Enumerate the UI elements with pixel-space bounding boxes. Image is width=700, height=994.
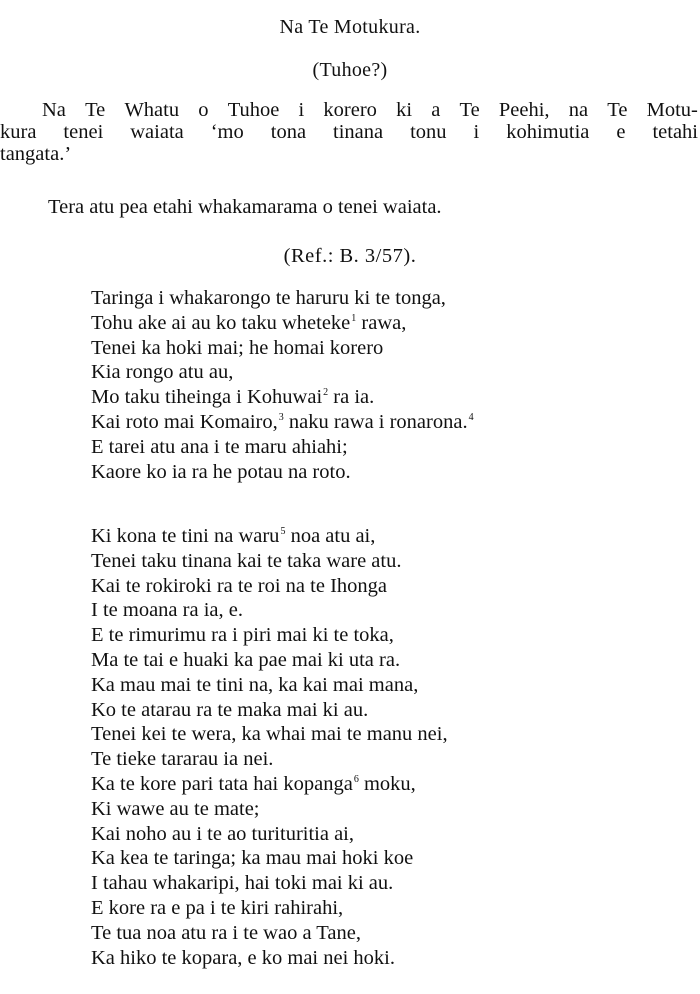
poem-line-text: Kaore ko ia ra he potau na roto. xyxy=(91,460,351,483)
footnote-marker: 6 xyxy=(353,773,359,785)
explanatory-note: Tera atu pea etahi whakamarama o tenei waiata. xyxy=(48,196,442,218)
poem-line xyxy=(91,648,448,673)
poem-line-text: Te tua noa atu ra i te wao a Tane, xyxy=(91,921,361,944)
reference: (Ref.: B. 3/57). xyxy=(283,245,417,267)
poem-line-text: Kai te rokiroki ra te roi na te Ihonga xyxy=(91,574,387,597)
poem-line-text: E tarei atu ana i te maru ahiahi; xyxy=(91,435,348,458)
intro-word: Whatu xyxy=(124,99,180,121)
intro-word: ‘mo xyxy=(210,121,244,143)
poem-line xyxy=(91,385,474,410)
poem-line-text: Te tieke tararau ia nei. xyxy=(91,748,274,771)
poem-line-text: Ki wawe au te mate; xyxy=(91,797,260,820)
poem-line-text: Ka mau mai te tini na, ka kai mai mana, xyxy=(91,673,419,696)
poem-line xyxy=(91,410,474,435)
poem-line-text: Tenei ka hoki mai; he homai korero xyxy=(91,336,384,359)
intro-line-2 xyxy=(0,121,698,143)
page-subtitle: (Tuhoe?) xyxy=(312,59,388,81)
poem-line-text: Ka te kore pari tata hai kopanga xyxy=(91,772,353,795)
intro-word: ki xyxy=(396,99,413,121)
intro-word: tona xyxy=(270,121,307,143)
intro-line-1 xyxy=(0,99,698,121)
poem-line-text: Tohu ake ai au ko taku wheteke xyxy=(91,311,351,334)
poem-line-text: I te moana ra ia, e. xyxy=(91,599,243,622)
poem-line xyxy=(91,311,474,336)
poem-line-text: Ka hiko te kopara, e ko mai nei hoki. xyxy=(91,946,395,969)
intro-word: tinana xyxy=(333,121,384,143)
intro-word: Tuhoe xyxy=(227,99,280,121)
poem-line xyxy=(91,336,474,361)
intro-word: waiata xyxy=(130,121,184,143)
intro-word: Peehi, xyxy=(498,99,550,121)
poem-line-tail: naku rawa i ronarona. xyxy=(283,410,468,433)
stanza-1 xyxy=(91,286,474,484)
intro-word: e xyxy=(616,121,626,143)
poem-line xyxy=(91,871,448,896)
intro-word: Te xyxy=(459,99,480,121)
poem-line-text: E te rimurimu ra i piri mai ki te toka, xyxy=(91,624,394,647)
poem-line-text: Mo taku tiheinga i Kohuwai xyxy=(91,386,323,409)
stanza-2 xyxy=(91,524,448,970)
intro-word: i xyxy=(473,121,480,143)
intro-word: i xyxy=(298,99,305,121)
poem-line-text: Ko te atarau ra te maka mai ki au. xyxy=(91,698,369,721)
footnote-marker: 5 xyxy=(280,526,286,537)
poem-line-tail: rawa, xyxy=(356,311,407,334)
poem-line-text: Kia rongo atu au, xyxy=(91,361,234,384)
poem-line-tail: moku, xyxy=(358,772,416,795)
intro-word: Te xyxy=(85,99,106,121)
poem-line xyxy=(91,946,448,971)
poem-line-text: Tenei taku tinana kai te taka ware atu. xyxy=(91,549,402,572)
poem-line xyxy=(91,435,474,460)
intro-word: kohimutia xyxy=(506,121,590,143)
poem-line-tail: noa atu ai, xyxy=(285,525,376,547)
poem-line xyxy=(91,574,448,599)
intro-word: o xyxy=(198,99,209,121)
poem-line xyxy=(91,846,448,871)
poem-line-text: E kore ra e pa i te kiri rahirahi, xyxy=(91,896,344,919)
poem-line-text: Tenei kei te wera, ka whai mai te manu nei, xyxy=(91,723,448,746)
poem-line-text: Taringa i whakarongo te haruru ki te tonga, xyxy=(91,287,446,309)
poem-line xyxy=(91,822,448,847)
poem-line-text: Kai roto mai Komairo, xyxy=(91,410,278,433)
intro-word: na xyxy=(568,99,589,121)
intro-word: tetahi xyxy=(652,121,698,143)
intro-paragraph xyxy=(0,99,698,165)
poem-line-text: Ka kea te taringa; ka mau mai hoki koe xyxy=(91,847,414,870)
poem-line xyxy=(91,698,448,723)
poem-line xyxy=(91,797,448,822)
poem-line xyxy=(91,673,448,698)
intro-word: Na xyxy=(42,99,66,121)
poem-line xyxy=(91,460,474,485)
intro-word: Te xyxy=(607,99,628,121)
poem-line xyxy=(91,921,448,946)
poem-line xyxy=(91,286,474,311)
intro-word: Motu- xyxy=(646,99,698,121)
poem-line xyxy=(91,549,448,574)
poem-line xyxy=(91,772,448,797)
poem-line-text: Kai noho au i te ao turituritia ai, xyxy=(91,822,355,845)
poem-line xyxy=(91,747,448,772)
footnote-marker: 3 xyxy=(278,411,284,423)
page-title: Na Te Motukura. xyxy=(279,16,421,38)
intro-word: tonu xyxy=(410,121,447,143)
poem-line xyxy=(91,360,474,385)
intro-word: a xyxy=(431,99,441,121)
footnote-marker: 1 xyxy=(351,312,357,324)
poem-line-tail: ra ia. xyxy=(328,386,375,409)
footnote-marker: 2 xyxy=(323,387,329,399)
poem-line xyxy=(91,598,448,623)
intro-word: kura xyxy=(0,121,37,143)
poem-line-text: Ma te tai e huaki ka pae mai ki uta ra. xyxy=(91,648,401,671)
poem-line-text: Ki kona te tini na waru xyxy=(91,525,280,547)
footnote-marker: 4 xyxy=(468,411,474,423)
poem-line-text: I tahau whakaripi, hai toki mai ki au. xyxy=(91,872,394,895)
intro-word: tenei xyxy=(63,121,104,143)
poem-line xyxy=(91,896,448,921)
intro-line-3: tangata.’ xyxy=(0,143,72,165)
poem-line xyxy=(91,524,448,549)
poem-line xyxy=(91,722,448,747)
poem-line xyxy=(91,623,448,648)
intro-word: korero xyxy=(323,99,377,121)
